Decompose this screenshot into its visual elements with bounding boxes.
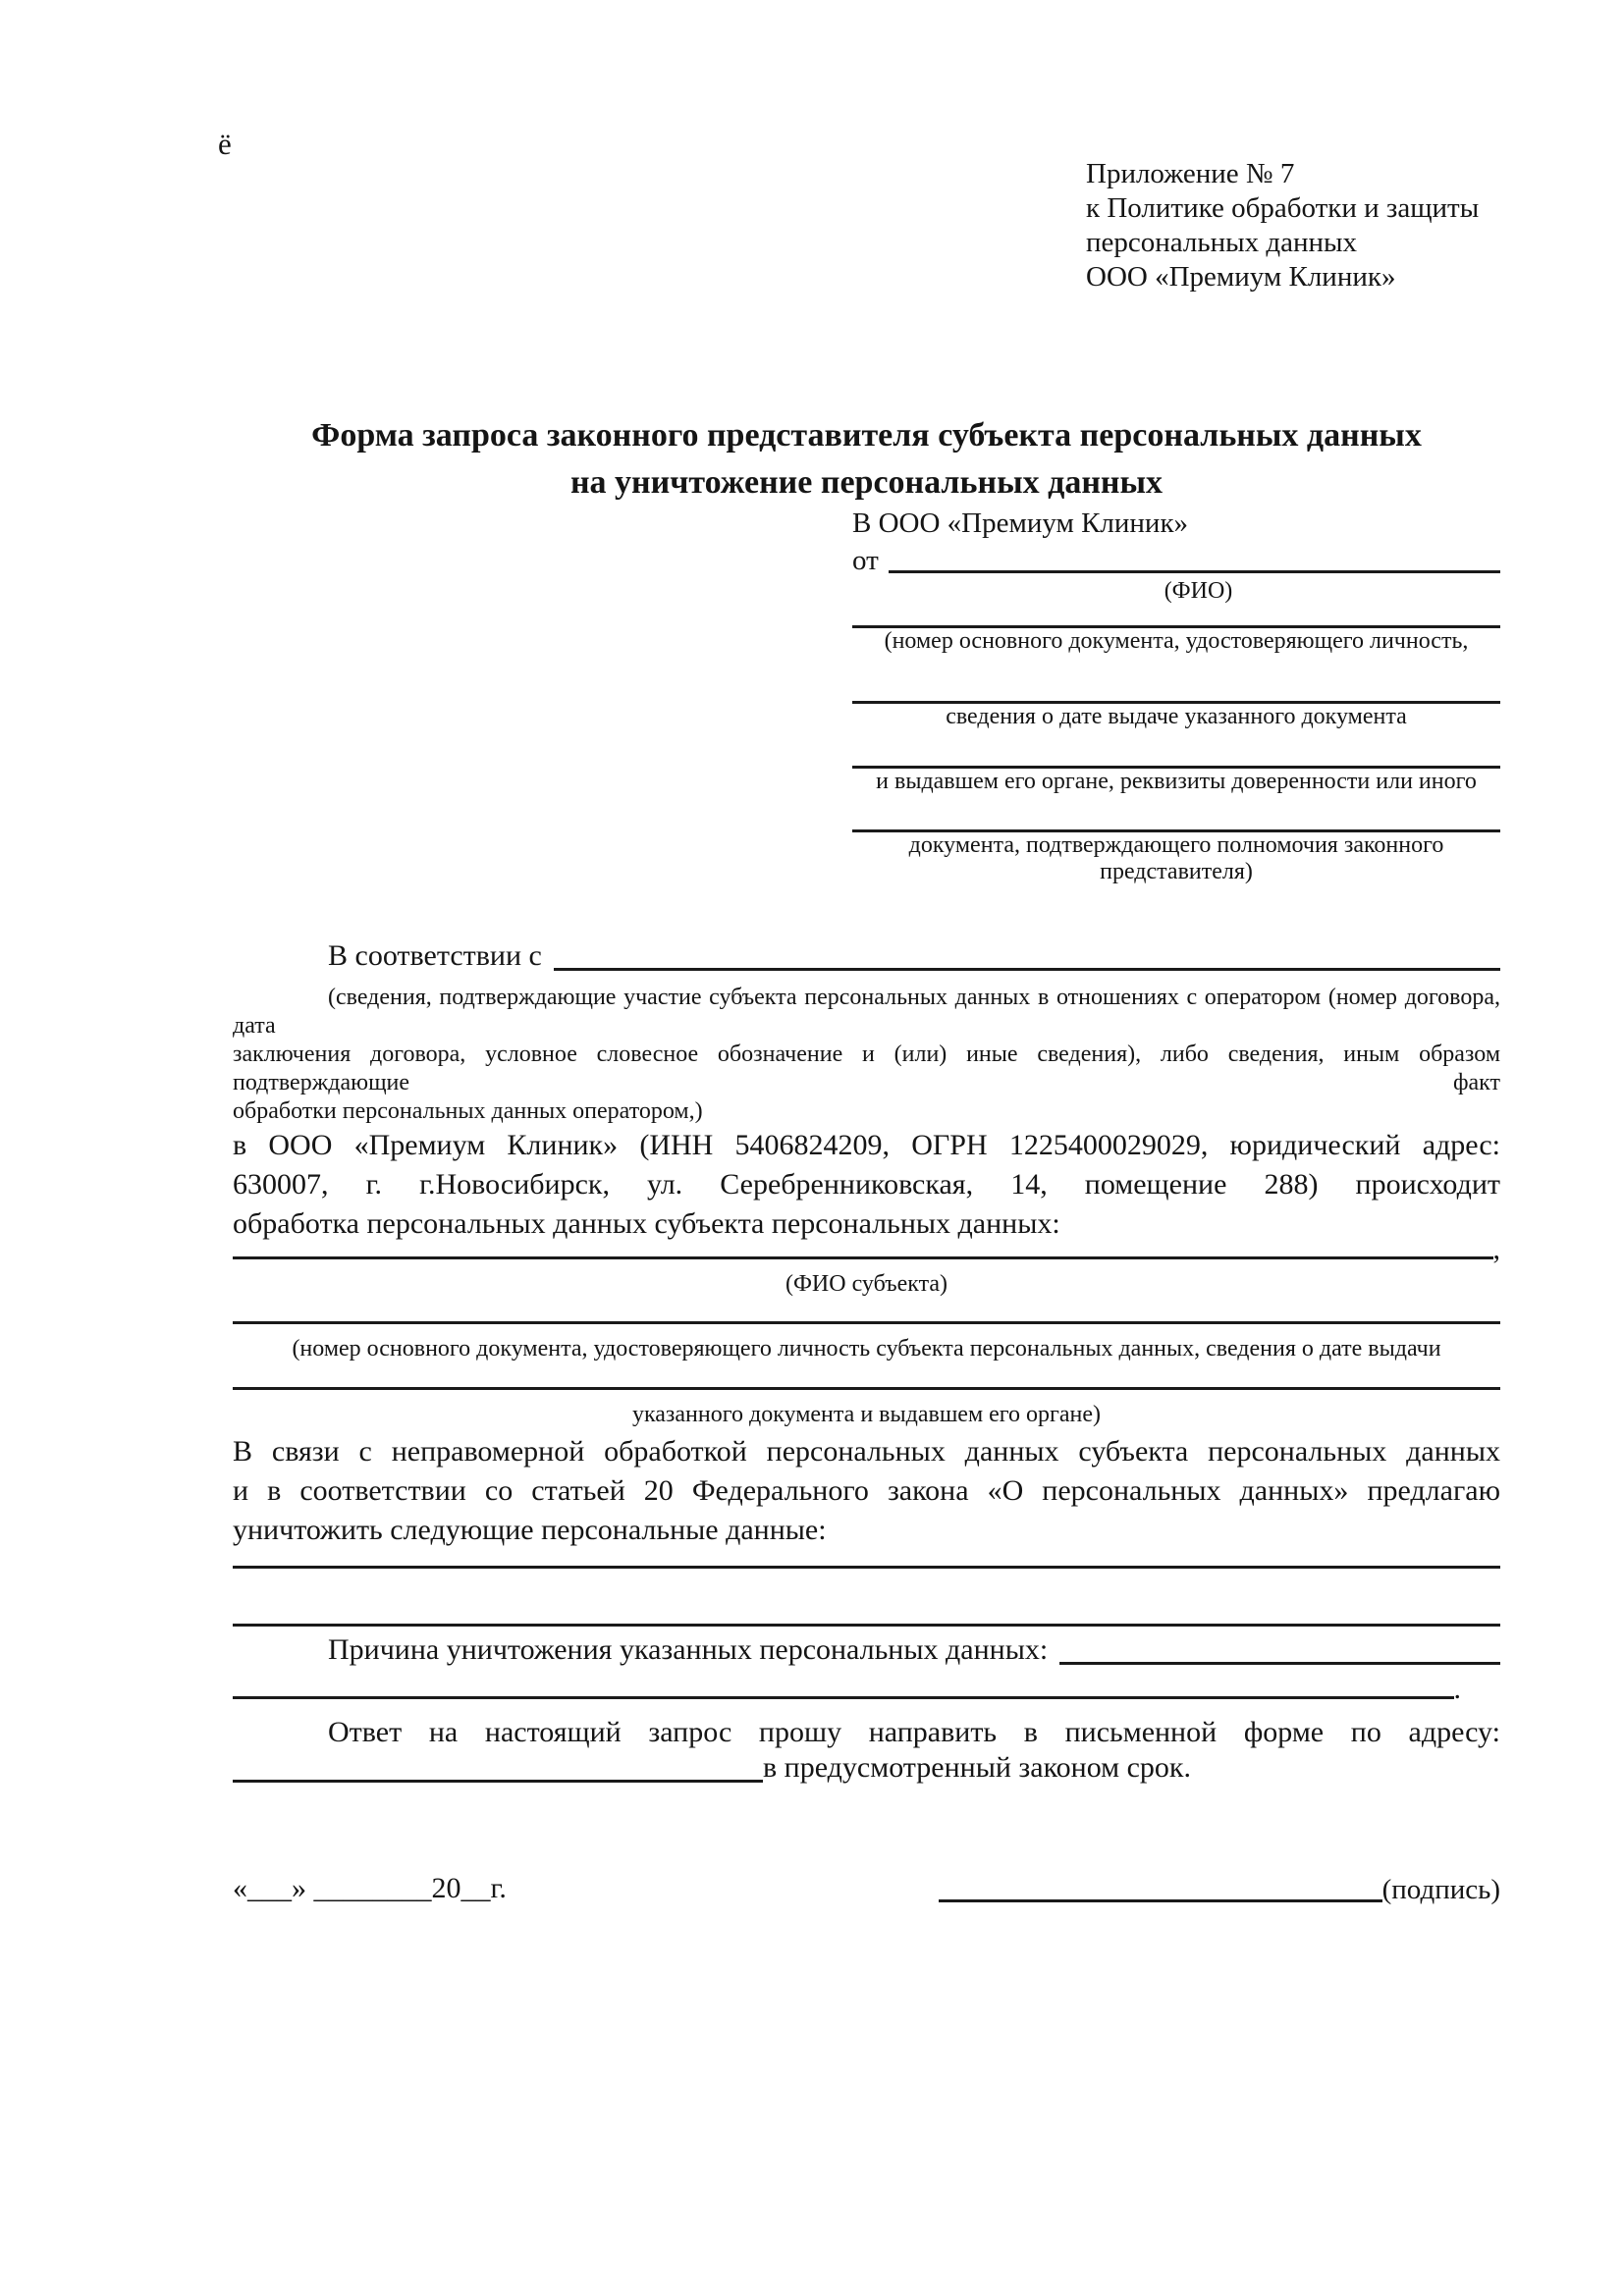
accordance-note-line-2: заключения договора, условное словесное обозначение и (или) иные сведения), либо сведения, иным образом подтверждающие факт	[233, 1041, 1500, 1095]
accordance-note-line-3: обработки персональных данных оператором,)	[233, 1098, 703, 1124]
destruction-line-1: В связи с неправомерной обработкой персональных данных субъекта персональных данных	[233, 1435, 1500, 1468]
operator-line-2: 630007, г. г.Новосибирск, ул. Серебренниковская, 14, помещение 288) происходит	[233, 1168, 1500, 1201]
document-content	[233, 0, 1500, 1907]
reason-blank-line	[1059, 1662, 1500, 1665]
appendix-note	[1086, 157, 1500, 294]
addressee-org: В ООО «Премиум Клиник»	[852, 507, 1189, 539]
fio-caption: (ФИО)	[1164, 578, 1233, 604]
rep-doc-caption-2: сведения о дате выдаче указанного документа	[946, 704, 1407, 729]
appendix-line-4: ООО «Премиум Клиник»	[1086, 261, 1396, 293]
operator-paragraph	[233, 1126, 1500, 1244]
data-blank-line-1	[233, 1550, 1500, 1569]
appendix-line-2: к Политике обработки и защиты	[1086, 192, 1480, 224]
subject-doc-line-2	[233, 1362, 1500, 1390]
stray-char: ё	[218, 127, 232, 161]
reason-blank-line-2	[233, 1696, 1454, 1699]
signature-caption: (подпись)	[1381, 1874, 1500, 1905]
signature-blank-line	[939, 1899, 1382, 1902]
destruction-line-2: и в соответствии со статьей 20 Федерального закона «О персональных данных» предлагаю	[233, 1474, 1500, 1507]
subject-doc-caption-1: (номер основного документа, удостоверяющего личность субъекта персональных данных, сведения о дате выдачи	[292, 1336, 1441, 1362]
appendix-line-1: Приложение № 7	[1086, 158, 1295, 189]
document-title	[233, 412, 1500, 507]
rep-doc-line-4	[852, 795, 1500, 832]
rep-doc-line-2	[852, 655, 1500, 704]
subject-doc-caption-2: указанного документа и выдавшем его органе)	[631, 1402, 1102, 1427]
rep-doc-caption-4: документа, подтверждающего полномочия законного представителя)	[908, 832, 1444, 884]
period-char: .	[1453, 1673, 1461, 1705]
signature-group	[939, 1872, 1500, 1907]
subject-fio-caption: (ФИО субъекта)	[785, 1271, 948, 1297]
destruction-line-3: уничтожить следующие персональные данные:	[233, 1514, 827, 1546]
operator-line-1: в ООО «Премиум Клиник» (ИНН 5406824209, ОГРН 1225400029029, юридический адрес:	[233, 1129, 1500, 1161]
appendix-line-3: персональных данных	[1086, 227, 1358, 258]
rep-doc-line-3	[852, 730, 1500, 769]
reason-label: Причина уничтожения указанных персональных данных:	[328, 1633, 1049, 1666]
data-blank-line-2	[233, 1569, 1500, 1627]
response-tail: в предусмотренный законом срок.	[763, 1751, 1191, 1784]
rep-doc-caption-3: и выдавшем его органе, реквизиты доверенности или иного	[876, 769, 1477, 794]
rep-doc-caption-1: (номер основного документа, удостоверяющего личность,	[884, 628, 1469, 654]
reason-row	[233, 1634, 1500, 1670]
response-paragraph: Ответ на настоящий запрос прошу направить в письменной форме по адресу:	[328, 1716, 1500, 1748]
addressee-block	[852, 507, 1500, 885]
from-label: от	[852, 545, 879, 576]
accordance-row	[233, 940, 1500, 976]
footer-row	[233, 1870, 1500, 1907]
rep-doc-line-1	[852, 605, 1500, 628]
accordance-note-line-1: (сведения, подтверждающие участие субъекта персональных данных в отношениях с оператором (номер договора, дата	[233, 985, 1500, 1039]
accordance-blank-line	[554, 968, 1500, 971]
date-line: «___» ________20__г.	[233, 1872, 507, 1904]
accordance-label: В соответствии с	[328, 939, 542, 972]
subject-fio-line	[233, 1256, 1493, 1259]
comma-char: ,	[1492, 1233, 1500, 1265]
from-row	[852, 542, 1500, 578]
reason-row-2	[233, 1670, 1500, 1705]
subject-fio-row	[233, 1233, 1500, 1265]
title-line-2: на уничтожение персональных данных	[569, 464, 1164, 501]
subject-doc-line-1	[233, 1298, 1500, 1324]
title-line-1: Форма запроса законного представителя субъекта персональных данных	[311, 417, 1422, 454]
operator-line-3: обработка персональных данных субъекта персональных данных:	[233, 1207, 1060, 1240]
address-blank-line	[233, 1780, 763, 1783]
response-address-row	[233, 1752, 1500, 1788]
from-blank-line	[889, 570, 1500, 573]
destruction-paragraph	[233, 1432, 1500, 1550]
